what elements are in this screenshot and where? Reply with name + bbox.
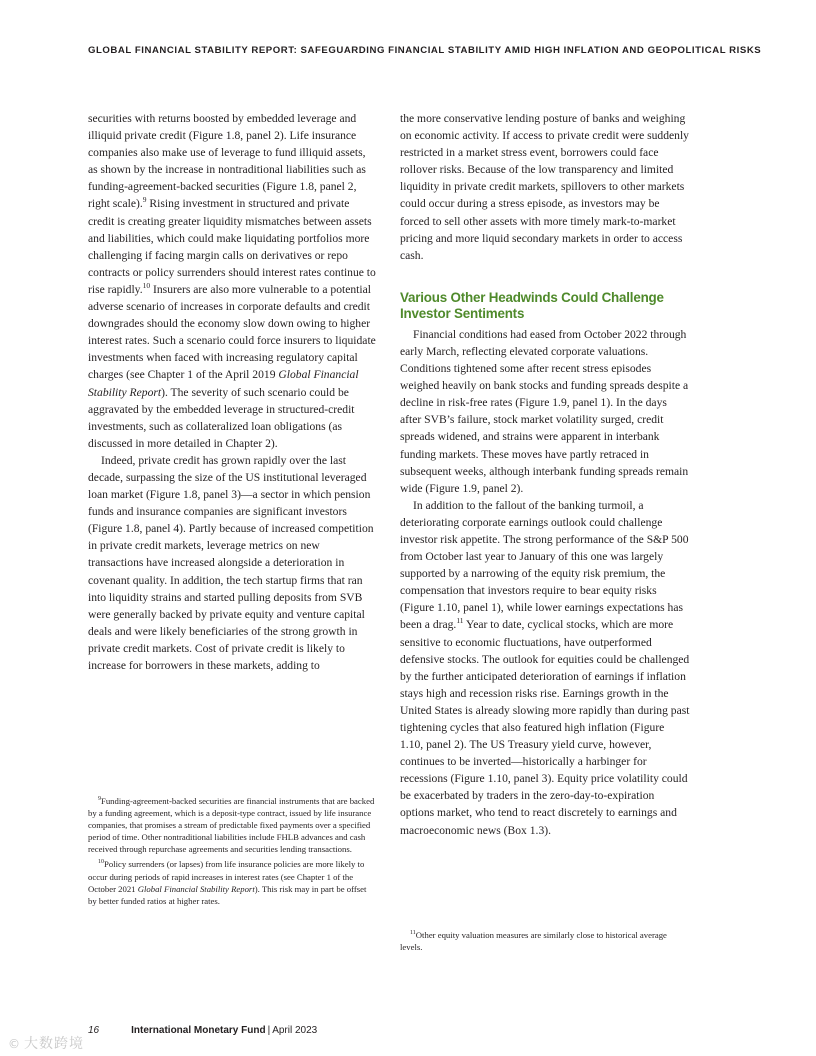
right-column <box>400 110 690 839</box>
footnote-ref-11[interactable]: 11 <box>456 616 464 626</box>
footer-date: April 2023 <box>272 1025 318 1036</box>
left-paragraph-2: Indeed, private credit has grown rapidly over the last decade, surpassing the size of the US institutional leveraged loan market (Figure 1.8, panel 3)—a sector in which pension funds and insurance companies are significant investors (Figure 1.8, panel 4). Partly because of increased competition in private credit markets, leverage metrics on new transactions have increased alongside a deterioration in covenant quality. In addition, the tech startup firms that ran into liquidity strains and started pulling deposits from SVB were generally backed by private equity and venture capital deals and were likely beneficiaries of the strong growth in private credit markets. Cost of private credit is likely to increase for borrowers in these markets, adding to <box>88 453 374 672</box>
report-title-citation: Global Financial Stability Report <box>88 368 359 399</box>
running-head: GLOBAL FINANCIAL STABILITY REPORT: SAFEGUARDING FINANCIAL STABILITY AMID HIGH INFLATION AND GEOPOLITICAL RISKS <box>88 45 762 56</box>
right-paragraph-2: Financial conditions had eased from October 2022 through early March, reflecting elevated corporate valuations. Conditions tightened some after recent stress episodes weighed heavily on bank stocks and funding spreads despite a decline in risk-free rates (Figure 1.9, panel 1). In the days after SVB’s failure, stock market volatility surged, credit spreads widened, and strains were apparent in interbank funding markets. These moves have partly retraced in subsequent weeks, although interbank funding spreads remain wide (Figure 1.9, panel 2). <box>400 327 689 495</box>
footnotes-left <box>88 795 376 910</box>
footnotes-right <box>400 929 690 956</box>
section-heading: Various Other Headwinds Could Challenge Investor Sentiments <box>400 289 664 321</box>
watermark-icon: © <box>8 1037 21 1051</box>
footnote-11: $^{11}$Other equity valuation measures are similarly close to historical average levels. <box>400 930 667 953</box>
right-paragraph-1: the more conservative lending posture of banks and weighing on economic activity. If access to private credit were suddenly restricted in a market stress event, borrowers could face rollover risks. Because of the low transparency and limited liquidity in private credit markets, spillovers to other markets could occur during a stress episode, as investors may be forced to sell other assets with more timely mark-to-market pricing and more liquid secondary markets in order to access cash. <box>400 112 689 262</box>
footnote-ref-10[interactable]: 10 <box>142 281 151 291</box>
footer-separator: | <box>267 1025 271 1036</box>
footnote-ref-9[interactable]: 9 <box>142 195 147 205</box>
page-number: 16 <box>88 1025 100 1036</box>
footnote-10: $^{10}$Policy surrenders (or lapses) from life insurance policies are more likely to occur during periods of rapid increases in interest rates (see Chapter 1 of the October 2021 Global Financial Stability Report). This risk may in part be offset by better funded ratios at higher rates. <box>88 859 367 906</box>
left-paragraph-1: securities with returns boosted by embedded leverage and illiquid private credit (Figure 1.8, panel 2). Life insurance companies also make use of leverage to fund illiquid assets, as shown by the increase in nontraditional liabilities such as funding-agreement-backed securities (Figure 1.8, panel 2, right scale).$^9$ Rising investment in structured and private credit is creating greater liquidity mismatches between assets and liabilities, which could make liquidating portfolios more challenging if facing margin calls on derivatives or repo contracts or policy surrenders should interest rates continue to rise rapidly.$^{10}$ Insurers are also more vulnerable to a potential adverse scenario of increases in corporate defaults and credit downgrades should the economy slow down owing to higher interest rates. Such a scenario could force insurers to liquidate investments when faced with increasing regulatory capital charges (see Chapter 1 of the April 2019 Global Financial Stability Report). The severity of such scenario could be aggravated by the embedded leverage in structured-credit investments, such as collateralized loan obligations (as discussed in more detailed in Chapter 2). <box>88 112 376 450</box>
watermark-text: 大数跨境 <box>24 1036 84 1052</box>
right-paragraph-3: In addition to the fallout of the banking turmoil, a deteriorating corporate earnings outlook could challenge investor risk appetite. The strong performance of the S&P 500 from October last year to January of this one was largely supported by a narrowing of the equity risk premium, the compensation that investors require to bear equity risks (Figure 1.10, panel 1), while lower earnings expectations has been a drag.$^{11}$ Year to date, cyclical stocks, which are more sensitive to economic fluctuations, have outperformed defensive stocks. The outlook for equities could be challenged by the further anticipated deterioration of earnings if inflation stays high and recession risks rise. Earnings growth in the United States is already slowing more rapidly than during past tightening cycles that also featured high inflation (Figure 1.10, panel 2). The US Treasury yield curve, however, continues to be inverted—historically a harbinger for recessions (Figure 1.10, panel 3). Equity price volatility could be exacerbated by traders in the zero-day-to-expiration options market, who tend to react discretely to earnings and macroeconomic news (Box 1.3). <box>400 498 690 837</box>
page-footer <box>88 1025 317 1036</box>
footer-org: International Monetary Fund <box>131 1025 266 1036</box>
left-column <box>88 110 378 674</box>
footnote-9: $^9$Funding-agreement-backed securities are financial instruments that are backed by a funding agreement, which is a deposit-type contract, issued by life insurance companies, that promises a stream of predictable fixed payments over a specified period of time. Other nontraditional liabilities include FHLB advances and cash received through repurchase agreements and securities lending transactions. <box>88 796 375 855</box>
watermark <box>8 1033 84 1053</box>
